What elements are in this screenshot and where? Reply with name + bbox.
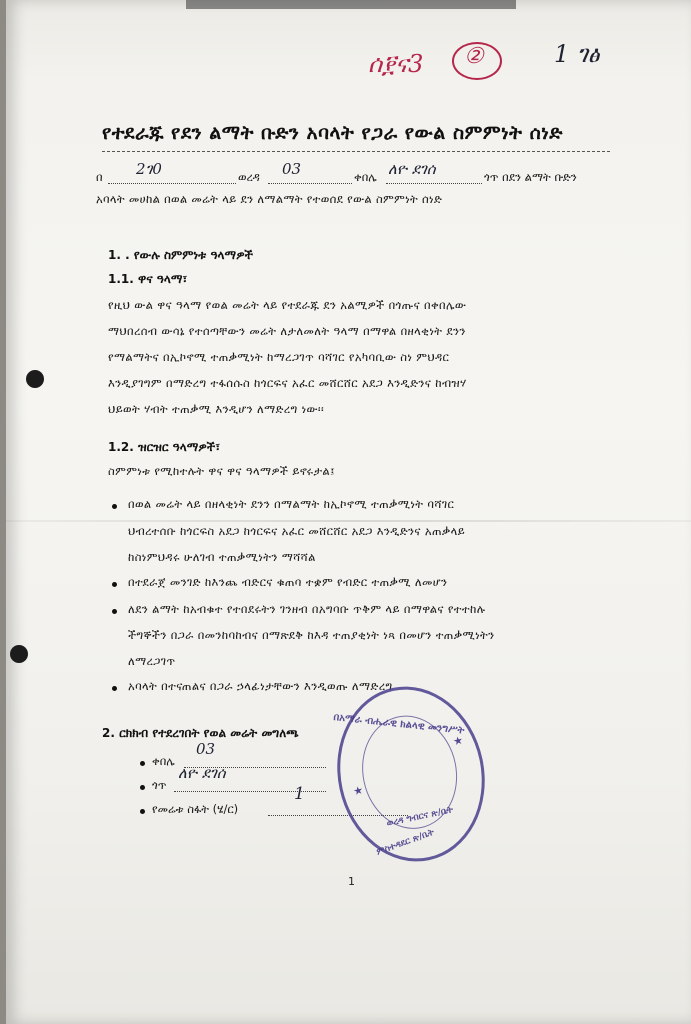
document-title: የተደራጁ የደን ልማት ቡድን አባላት የጋራ የውል ስምምነት ሰነድ <box>102 122 563 144</box>
fill-line-got <box>386 182 482 184</box>
field-value-got: ለዮ ደገሰ <box>178 764 226 782</box>
filled-kebele: 03 <box>282 160 302 178</box>
bullet-dot <box>140 809 145 814</box>
page-number: 1 <box>348 875 355 888</box>
bullet-dot <box>140 761 145 766</box>
label-woreda: ወረዳ <box>238 170 260 184</box>
bullet-line: ህብረተሰቡ ከጎርፍስ አደጋ ከጎርፍና አፈር መሸርሸር አደጋ እንዲድንና አጠቃላይ <box>128 524 466 538</box>
stamp-lower-text: ወረዳ ግብርና ጽ/ቤት <box>385 805 455 829</box>
section-1-2-intro: ስምምነቱ የሚከተሉት ዋና ዋና ዓላማዎች ይኖሩታል፤ <box>108 464 336 478</box>
section-2-heading: 2. ርክክብ የተደረገበት የወል መሬት መግለጫ <box>102 726 299 740</box>
bullet-line: ለደን ልማት ከአብቁተ የተበደሩትን ገንዘብ በአግባቡ ጥቅም ላይ በማዋልና የተተከሉ <box>128 602 486 616</box>
fold-line <box>6 520 691 522</box>
intro-line-2: አባላት መሀከል በወል መሬት ላይ ደን ለማልማት የተወሰደ የውል ስምምነት ሰነድ <box>96 192 443 206</box>
paragraph-line: ማህበረሰብ ውሳኔ የተሰጣቸውን መሬት ለታለመለት ዓላማ በማዋል በዘላቂነት ደንን <box>108 324 466 338</box>
field-label-area: የመሬቱ ስፋት (ሄ/ር) <box>152 802 239 816</box>
filled-got: ለዮ ደገሰ <box>388 160 436 178</box>
bullet-line: አባላት በተናጠልና በጋራ ኃላፊነታቸውን እንዲወጡ ለማድረግ <box>128 679 393 693</box>
section-1-2-heading: 1.2. ዝርዝር ዓላማዎች፣ <box>108 440 221 454</box>
title-underline <box>102 150 610 152</box>
field-value-area: 1 <box>294 784 305 804</box>
official-stamp <box>321 673 500 876</box>
bullet-line: ለማረጋገጥ <box>128 654 176 668</box>
bullet-line: በወል መሬት ላይ በዘላቂነት ደንን በማልማት ከኢኮኖሚ ተጠቃሚነት ባሻገር <box>128 497 455 511</box>
filled-woreda: 2ገ0 <box>136 160 162 178</box>
bullet-line: በተደራጀ መንገድ ከእንጨ ብድርና ቁጠባ ተቋም የብድር ተጠቃሚ ለመሆን <box>128 575 448 589</box>
bullet-dot <box>112 686 117 691</box>
fill-line-woreda <box>108 182 236 184</box>
field-label-got: ጎጥ <box>152 778 167 792</box>
star-icon: ★ <box>451 733 465 749</box>
document-page <box>6 0 691 1024</box>
handwritten-circled-number: ② <box>464 44 484 69</box>
bullet-dot <box>112 582 117 587</box>
bullet-line: ችግኞችን በጋራ በመንከባከብና በማጽደቅ ከእዳ ተጠያቂነት ነጻ በመሆን ተጠቃሚነትን <box>128 628 495 642</box>
paragraph-line: የዚህ ውል ዋና ዓላማ የወል መሬት ላይ የተደራጁ ደን አልሚዎች በጎጡና በቀበሌው <box>108 298 467 312</box>
bullet-dot <box>112 609 117 614</box>
stamp-bottom-text: ምስተዳደር ጽ/ቤት <box>375 827 436 858</box>
fill-line-kebele <box>268 182 352 184</box>
section-1-1-heading: 1.1. ዋና ዓላማ፣ <box>108 272 188 286</box>
field-value-kebele: 03 <box>196 740 216 758</box>
star-icon: ★ <box>352 783 365 799</box>
field-label-kebele: ቀበሌ <box>152 754 175 768</box>
handwritten-page-note: 1 ገፅ <box>554 40 600 68</box>
paragraph-line: እንዲያገግም በማድረግ ተፋሰሱስ ከጎርፍና አፈር መሸርሸር አደጋ እንዲድንና ከብዝሃ <box>108 376 467 390</box>
punch-hole-top <box>26 370 44 388</box>
punch-hole-bottom <box>10 645 28 663</box>
bullet-line: ከስነምህዳሩ ሁለገብ ተጠቃሚነትን ማሻሻል <box>128 550 316 564</box>
section-1-heading: 1. . የውሉ ስምምነቱ ዓላማዎች <box>108 248 254 262</box>
bullet-dot <box>140 785 145 790</box>
bullet-dot <box>112 504 117 509</box>
stamp-outer-text: በአማራ ብሔራዊ ክልላዊ መንግሥት <box>332 711 465 737</box>
paragraph-line: ህይወት ሃብት ተጠቃሚ እንዲሆን ለማድረግ ነው፡፡ <box>108 402 325 416</box>
label-got: ጎጥ በደን ልማት ቡድን <box>484 170 577 184</box>
intro-prefix: በ <box>96 170 103 184</box>
handwritten-reference: ሰ፻ና3 <box>368 50 424 78</box>
scan-edge-strip <box>186 0 516 9</box>
label-kebele: ቀበሌ <box>354 170 377 184</box>
paragraph-line: የማልማትና በኢኮኖሚ ተጠቃሚነት ከማረጋገጥ ባሻገር የአካባቢው ስነ ምህዳር <box>108 350 450 364</box>
